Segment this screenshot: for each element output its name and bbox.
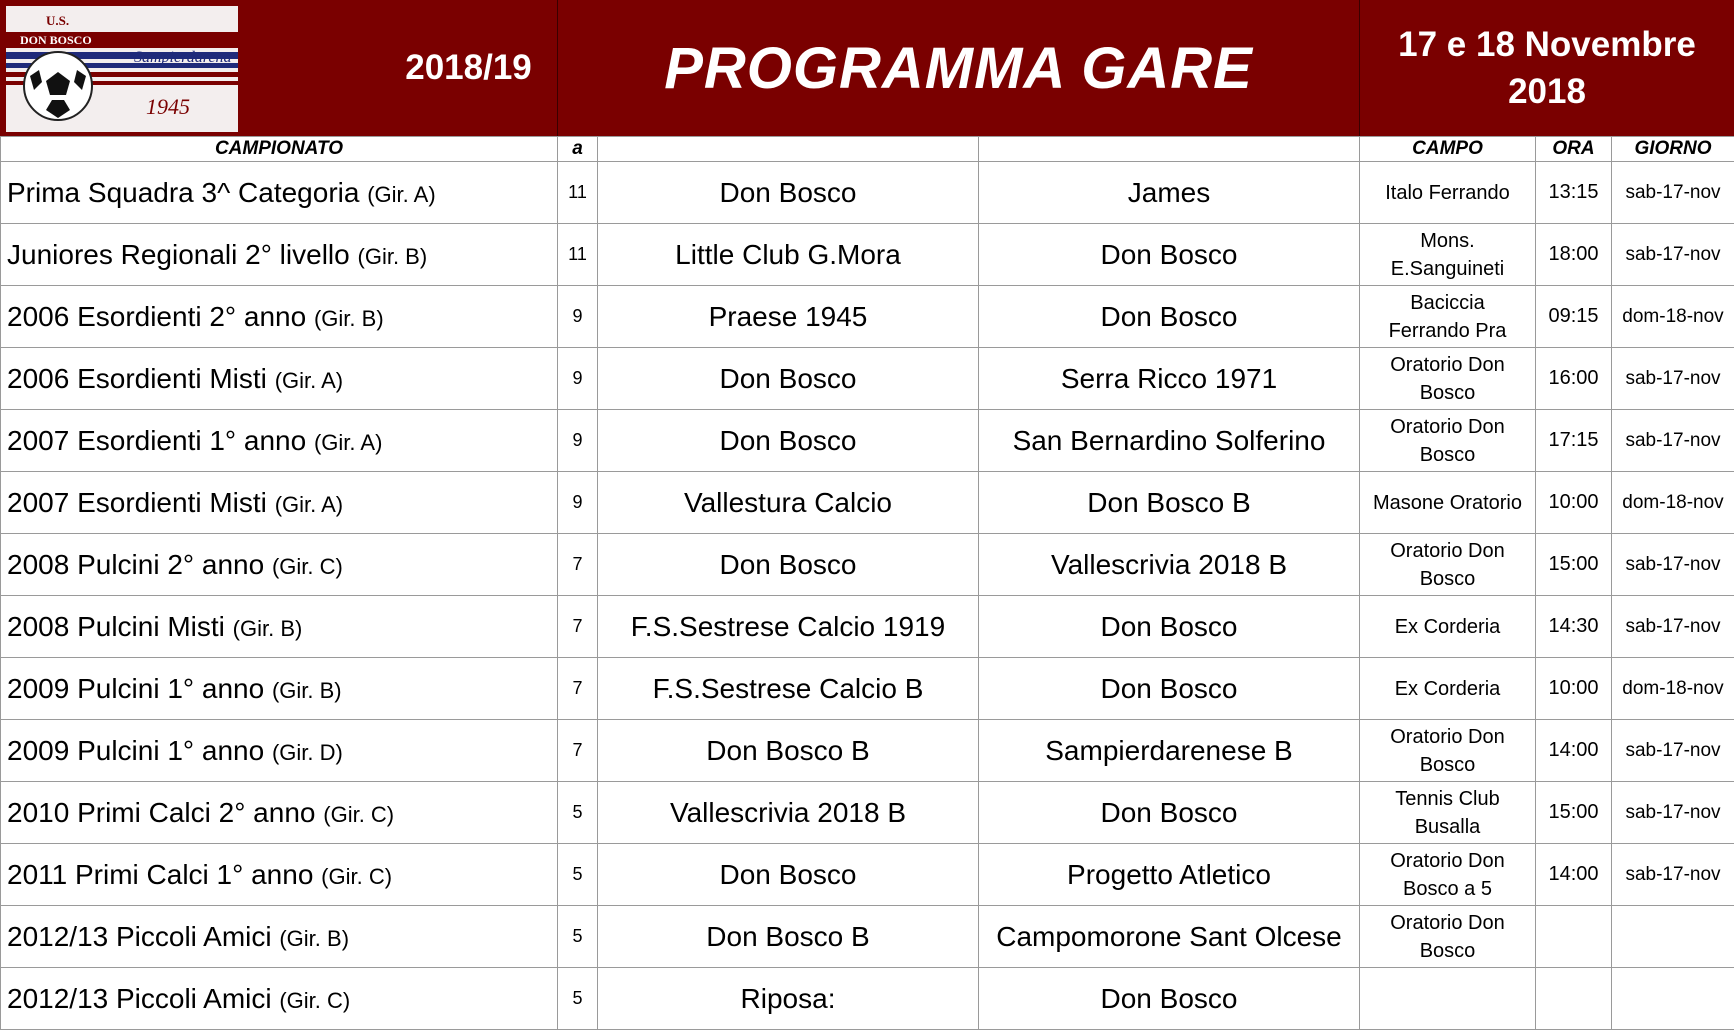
time-cell: 17:15	[1536, 410, 1612, 472]
time-cell: 18:00	[1536, 224, 1612, 286]
round-cell: 9	[558, 472, 598, 534]
round-cell: 5	[558, 968, 598, 1030]
day-cell: sab-17-nov	[1612, 596, 1734, 658]
logo-year-text: 1945	[146, 94, 190, 119]
logo-top-text: U.S.	[46, 13, 70, 28]
girone-label: (Gir. C)	[321, 863, 393, 889]
day-cell: sab-17-nov	[1612, 410, 1734, 472]
day-cell: sab-17-nov	[1612, 782, 1734, 844]
time-cell: 13:15	[1536, 162, 1612, 224]
field-cell	[1360, 162, 1536, 224]
table-row	[1, 224, 1734, 286]
day-cell: sab-17-nov	[1612, 844, 1734, 906]
away-team-cell: Vallescrivia 2018 B	[979, 534, 1360, 596]
field-cell	[1360, 906, 1536, 968]
girone-label: (Gir. A)	[274, 491, 344, 517]
campionato-name: 2008 Pulcini 2° anno	[7, 548, 265, 580]
away-team-cell: Don Bosco	[979, 782, 1360, 844]
field-line-2: Bosco	[1419, 443, 1476, 466]
home-team-cell: Praese 1945	[598, 286, 979, 348]
away-team-cell: Serra Ricco 1971	[979, 348, 1360, 410]
field-cell	[1360, 782, 1536, 844]
schedule-table	[0, 136, 1734, 1030]
time-cell: 10:00	[1536, 658, 1612, 720]
time-cell: 14:30	[1536, 596, 1612, 658]
home-team-cell: F.S.Sestrese Calcio B	[598, 658, 979, 720]
field-cell	[1360, 720, 1536, 782]
logo-name-text: DON BOSCO	[20, 33, 92, 47]
field-line-1: Oratorio Don	[1390, 911, 1505, 934]
home-team-cell: Don Bosco	[598, 534, 979, 596]
field-line-2: E.Sanguineti	[1390, 257, 1505, 280]
field-cell	[1360, 224, 1536, 286]
field-line-2: Bosco	[1419, 753, 1476, 776]
logo-cell	[0, 0, 557, 136]
field-line-1: Oratorio Don	[1390, 353, 1505, 376]
field-line-1: Baciccia	[1410, 291, 1485, 314]
campionato-name: 2007 Esordienti Misti	[7, 486, 267, 518]
campionato-cell	[1, 844, 558, 906]
campionato-name: Juniores Regionali 2° livello	[7, 238, 350, 270]
field-cell	[1360, 658, 1536, 720]
day-cell: dom-18-nov	[1612, 658, 1734, 720]
field-line-1: Oratorio Don	[1390, 539, 1505, 562]
table-row	[1, 348, 1734, 410]
title-cell	[557, 0, 1359, 136]
campionato-cell	[1, 906, 558, 968]
field-cell	[1360, 472, 1536, 534]
field-cell	[1360, 348, 1536, 410]
away-team-cell: Progetto Atletico	[979, 844, 1360, 906]
field-line-1: Mons.	[1420, 229, 1475, 252]
col-home	[598, 137, 979, 162]
girone-label: (Gir. A)	[274, 367, 344, 393]
away-team-cell: Don Bosco	[979, 968, 1360, 1030]
away-team-cell: Sampierdarenese B	[979, 720, 1360, 782]
round-cell: 5	[558, 844, 598, 906]
field-line-2: Bosco	[1419, 381, 1476, 404]
home-team-cell: Don Bosco B	[598, 720, 979, 782]
campionato-cell	[1, 782, 558, 844]
time-cell	[1536, 906, 1612, 968]
field-line-1: Oratorio Don	[1390, 725, 1505, 748]
day-cell: sab-17-nov	[1612, 162, 1734, 224]
campionato-name: 2009 Pulcini 1° anno	[7, 672, 265, 704]
time-cell: 15:00	[1536, 534, 1612, 596]
home-team-cell: Vallescrivia 2018 B	[598, 782, 979, 844]
campionato-cell	[1, 534, 558, 596]
girone-label: (Gir. B)	[271, 677, 342, 703]
campionato-cell	[1, 224, 558, 286]
table-row	[1, 410, 1734, 472]
field-cell	[1360, 534, 1536, 596]
season-label: 2018/19	[405, 48, 532, 87]
day-cell: sab-17-nov	[1612, 348, 1734, 410]
table-row	[1, 472, 1734, 534]
campionato-name: 2008 Pulcini Misti	[7, 610, 225, 642]
column-header-row	[1, 137, 1734, 162]
campionato-cell	[1, 968, 558, 1030]
round-cell: 7	[558, 596, 598, 658]
col-ora: ORA	[1536, 137, 1612, 162]
time-cell: 10:00	[1536, 472, 1612, 534]
date-cell	[1359, 0, 1734, 136]
field-cell	[1360, 844, 1536, 906]
home-team-cell: Don Bosco B	[598, 906, 979, 968]
away-team-cell: James	[979, 162, 1360, 224]
table-row	[1, 162, 1734, 224]
field-cell	[1360, 968, 1536, 1030]
round-cell: 7	[558, 534, 598, 596]
away-team-cell: Don Bosco	[979, 596, 1360, 658]
home-team-cell: Vallestura Calcio	[598, 472, 979, 534]
campionato-name: 2010 Primi Calci 2° anno	[7, 796, 316, 828]
table-row	[1, 782, 1734, 844]
round-cell: 9	[558, 286, 598, 348]
round-cell: 5	[558, 906, 598, 968]
field-line-1: Tennis Club	[1395, 787, 1500, 810]
day-cell: dom-18-nov	[1612, 472, 1734, 534]
girone-label: (Gir. D)	[271, 739, 343, 765]
round-cell: 9	[558, 348, 598, 410]
campionato-cell	[1, 658, 558, 720]
col-a: a	[558, 137, 598, 162]
field-line-2: Bosco	[1419, 567, 1476, 590]
campionato-name: 2009 Pulcini 1° anno	[7, 734, 265, 766]
schedule-header	[0, 0, 1734, 136]
away-team-cell: Don Bosco B	[979, 472, 1360, 534]
campionato-cell	[1, 472, 558, 534]
field-line-2: Bosco a 5	[1403, 877, 1492, 900]
home-team-cell: Don Bosco	[598, 410, 979, 472]
girone-label: (Gir. B)	[313, 305, 384, 331]
table-row	[1, 844, 1734, 906]
table-row	[1, 968, 1734, 1030]
home-team-cell: Don Bosco	[598, 844, 979, 906]
campionato-cell	[1, 286, 558, 348]
time-cell	[1536, 968, 1612, 1030]
day-cell: sab-17-nov	[1612, 224, 1734, 286]
date-line-1: 17 e 18 Novembre	[1398, 25, 1696, 64]
day-cell: sab-17-nov	[1612, 534, 1734, 596]
table-row	[1, 720, 1734, 782]
col-campionato: CAMPIONATO	[1, 137, 558, 162]
home-team-cell: Little Club G.Mora	[598, 224, 979, 286]
field-line-2: Ferrando Pra	[1388, 319, 1507, 342]
time-cell: 16:00	[1536, 348, 1612, 410]
campionato-name: 2006 Esordienti Misti	[7, 362, 267, 394]
field-cell	[1360, 410, 1536, 472]
away-team-cell: Don Bosco	[979, 658, 1360, 720]
field-line-1: Italo Ferrando	[1385, 181, 1510, 204]
campionato-cell	[1, 410, 558, 472]
table-row	[1, 658, 1734, 720]
campionato-name: 2012/13 Piccoli Amici	[7, 982, 272, 1014]
field-line-1: Ex Corderia	[1394, 615, 1501, 638]
girone-label: (Gir. C)	[279, 987, 351, 1013]
time-cell: 14:00	[1536, 720, 1612, 782]
girone-label: (Gir. B)	[357, 243, 428, 269]
home-team-cell: Don Bosco	[598, 348, 979, 410]
logo-script-text: Sampierdarena	[134, 49, 232, 66]
table-row	[1, 534, 1734, 596]
time-cell: 15:00	[1536, 782, 1612, 844]
date-line-2: 2018	[1508, 72, 1586, 111]
campionato-name: 2012/13 Piccoli Amici	[7, 920, 272, 952]
time-cell: 09:15	[1536, 286, 1612, 348]
home-team-cell: Don Bosco	[598, 162, 979, 224]
day-cell	[1612, 906, 1734, 968]
girone-label: (Gir. C)	[323, 801, 395, 827]
page-title: PROGRAMMA GARE	[664, 35, 1253, 101]
girone-label: (Gir. B)	[232, 615, 303, 641]
field-line-2: Busalla	[1414, 815, 1481, 838]
club-logo-graphic	[6, 6, 238, 132]
time-cell: 14:00	[1536, 844, 1612, 906]
table-row	[1, 596, 1734, 658]
table-row	[1, 906, 1734, 968]
field-line-1: Masone Oratorio	[1373, 491, 1522, 514]
col-away	[979, 137, 1360, 162]
round-cell: 7	[558, 720, 598, 782]
home-team-cell: F.S.Sestrese Calcio 1919	[598, 596, 979, 658]
round-cell: 11	[558, 224, 598, 286]
field-cell	[1360, 596, 1536, 658]
campionato-name: 2007 Esordienti 1° anno	[7, 424, 307, 456]
campionato-cell	[1, 720, 558, 782]
club-logo	[6, 6, 238, 132]
round-cell: 9	[558, 410, 598, 472]
day-cell	[1612, 968, 1734, 1030]
campionato-name: 2006 Esordienti 2° anno	[7, 300, 307, 332]
campionato-cell	[1, 348, 558, 410]
campionato-cell	[1, 596, 558, 658]
field-line-2: Bosco	[1419, 939, 1476, 962]
field-cell	[1360, 286, 1536, 348]
day-cell: sab-17-nov	[1612, 720, 1734, 782]
field-line-1: Oratorio Don	[1390, 415, 1505, 438]
away-team-cell: Campomorone Sant Olcese	[979, 906, 1360, 968]
round-cell: 11	[558, 162, 598, 224]
day-cell: dom-18-nov	[1612, 286, 1734, 348]
girone-label: (Gir. C)	[271, 553, 343, 579]
campionato-name: 2011 Primi Calci 1° anno	[7, 858, 314, 890]
campionato-name: Prima Squadra 3^ Categoria	[7, 176, 360, 208]
away-team-cell: Don Bosco	[979, 286, 1360, 348]
table-row	[1, 286, 1734, 348]
away-team-cell: Don Bosco	[979, 224, 1360, 286]
away-team-cell: San Bernardino Solferino	[979, 410, 1360, 472]
home-team-cell: Riposa:	[598, 968, 979, 1030]
col-campo: CAMPO	[1360, 137, 1536, 162]
round-cell: 5	[558, 782, 598, 844]
campionato-cell	[1, 162, 558, 224]
round-cell: 7	[558, 658, 598, 720]
field-line-1: Oratorio Don	[1390, 849, 1505, 872]
field-line-1: Ex Corderia	[1394, 677, 1501, 700]
girone-label: (Gir. A)	[367, 181, 436, 207]
girone-label: (Gir. B)	[279, 925, 350, 951]
girone-label: (Gir. A)	[313, 429, 383, 455]
col-giorno: GIORNO	[1612, 137, 1734, 162]
